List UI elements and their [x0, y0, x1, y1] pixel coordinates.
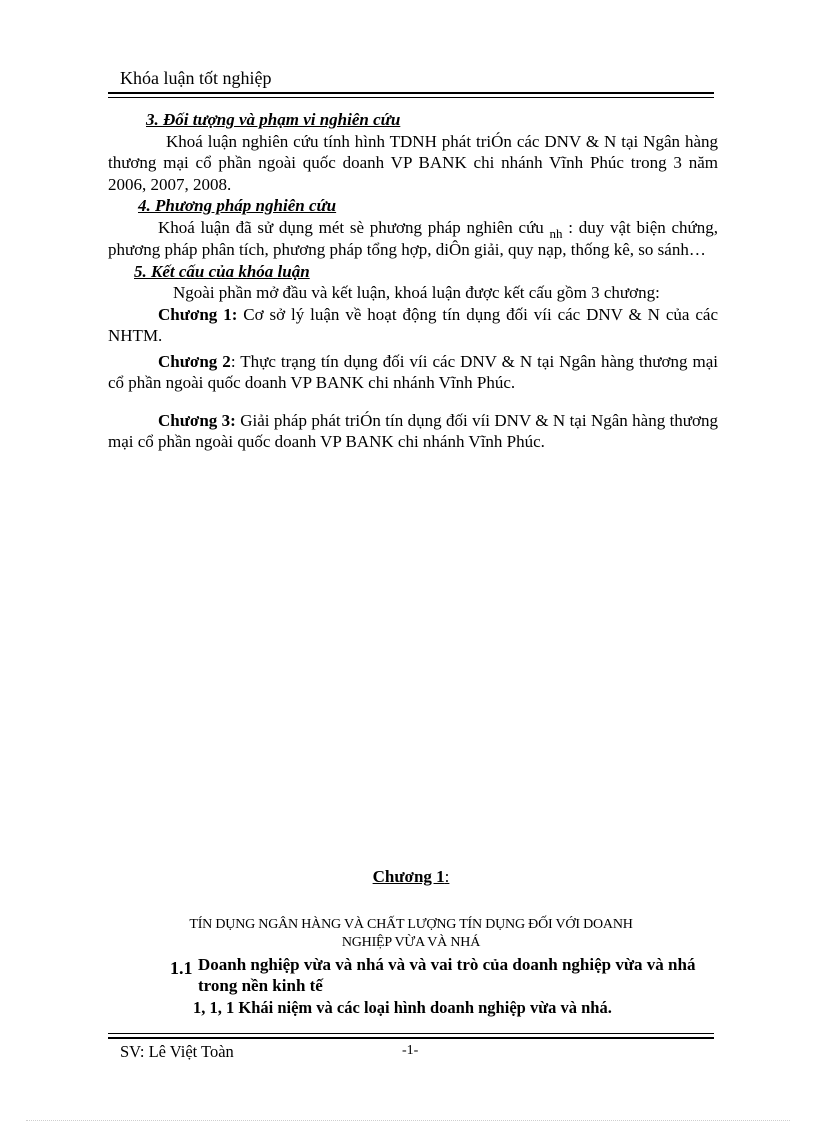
section-1-1 [170, 954, 720, 996]
chapter-2-summary: Chương 2: Thực trạng tín dụng đối víi các DNV & N tại Ngân hàng thương mại cổ phần ngoài quốc doanh VP BANK chi nhánh Vĩnh Phúc. [108, 351, 718, 392]
chapter-label: Chương 1: [372, 867, 450, 886]
footer-student: SV: Lê Việt Toàn [120, 1042, 234, 1061]
footer-rule [108, 1033, 714, 1039]
subsection-1-1-1: 1, 1, 1 Khái niệm và các loại hình doanh nghiệp vừa và nhá. [193, 998, 612, 1017]
section-5-heading: 5. Kết cấu của khóa luận [134, 261, 310, 281]
section-4-text: Khoá luận đã sử dụng mét sè phương pháp nghiên cứu $_{nh}$ : duy vật biện chứng, phương pháp phân tích, phương pháp tổng hợp, diÔn giải, quy nạp, thống kê, so sánh… [108, 217, 719, 259]
page-edge [26, 1120, 790, 1121]
chapter-subtitle: TÍN DỤNG NGÂN HÀNG VÀ CHẤT LƯỢNG TÍN DỤNG ĐỐI VỚI DOANH NGHIỆP VỪA VÀ NHÁ [189, 917, 633, 950]
section-3-heading: 3. Đối tượng và phạm vi nghiên cứu [146, 110, 401, 129]
chapter-1-summary: Chương 1: Cơ sở lý luận về hoạt động tín dụng đối víi các DNV & N của các NHTM. [108, 304, 718, 345]
header-rule [108, 92, 714, 98]
section-3-text: Khoá luận nghiên cứu tính hình TDNH phát triÓn các DNV & N tại Ngân hàng thương mại cổ phần ngoài quốc doanh VP BANK chi nhánh Vĩnh Phúc trong 3 năm 2006, 2007, 2008. [108, 131, 718, 194]
chapter-3-summary: Chương 3: Giải pháp phát triÓn tín dụng đối víi DNV & N tại Ngân hàng thương mại cổ phần ngoài quốc doanh VP BANK chi nhánh Vĩnh Phúc. [108, 410, 719, 451]
header-title: Khóa luận tốt nghiệp [120, 68, 272, 88]
section-4-heading: 4. Phương pháp nghiên cứu [138, 196, 337, 215]
section-5-intro: Ngoài phần mở đầu và kết luận, khoá luận được kết cấu gồm 3 chương: [173, 283, 660, 302]
section-1-1-title: Doanh nghiệp vừa và nhá và và vai trò của doanh nghiệp vừa và nhá trong nền kinh tế [198, 955, 696, 995]
footer-page-number: -1- [402, 1043, 419, 1058]
section-1-1-number: 1.1 [170, 958, 193, 978]
body-content [108, 109, 718, 453]
